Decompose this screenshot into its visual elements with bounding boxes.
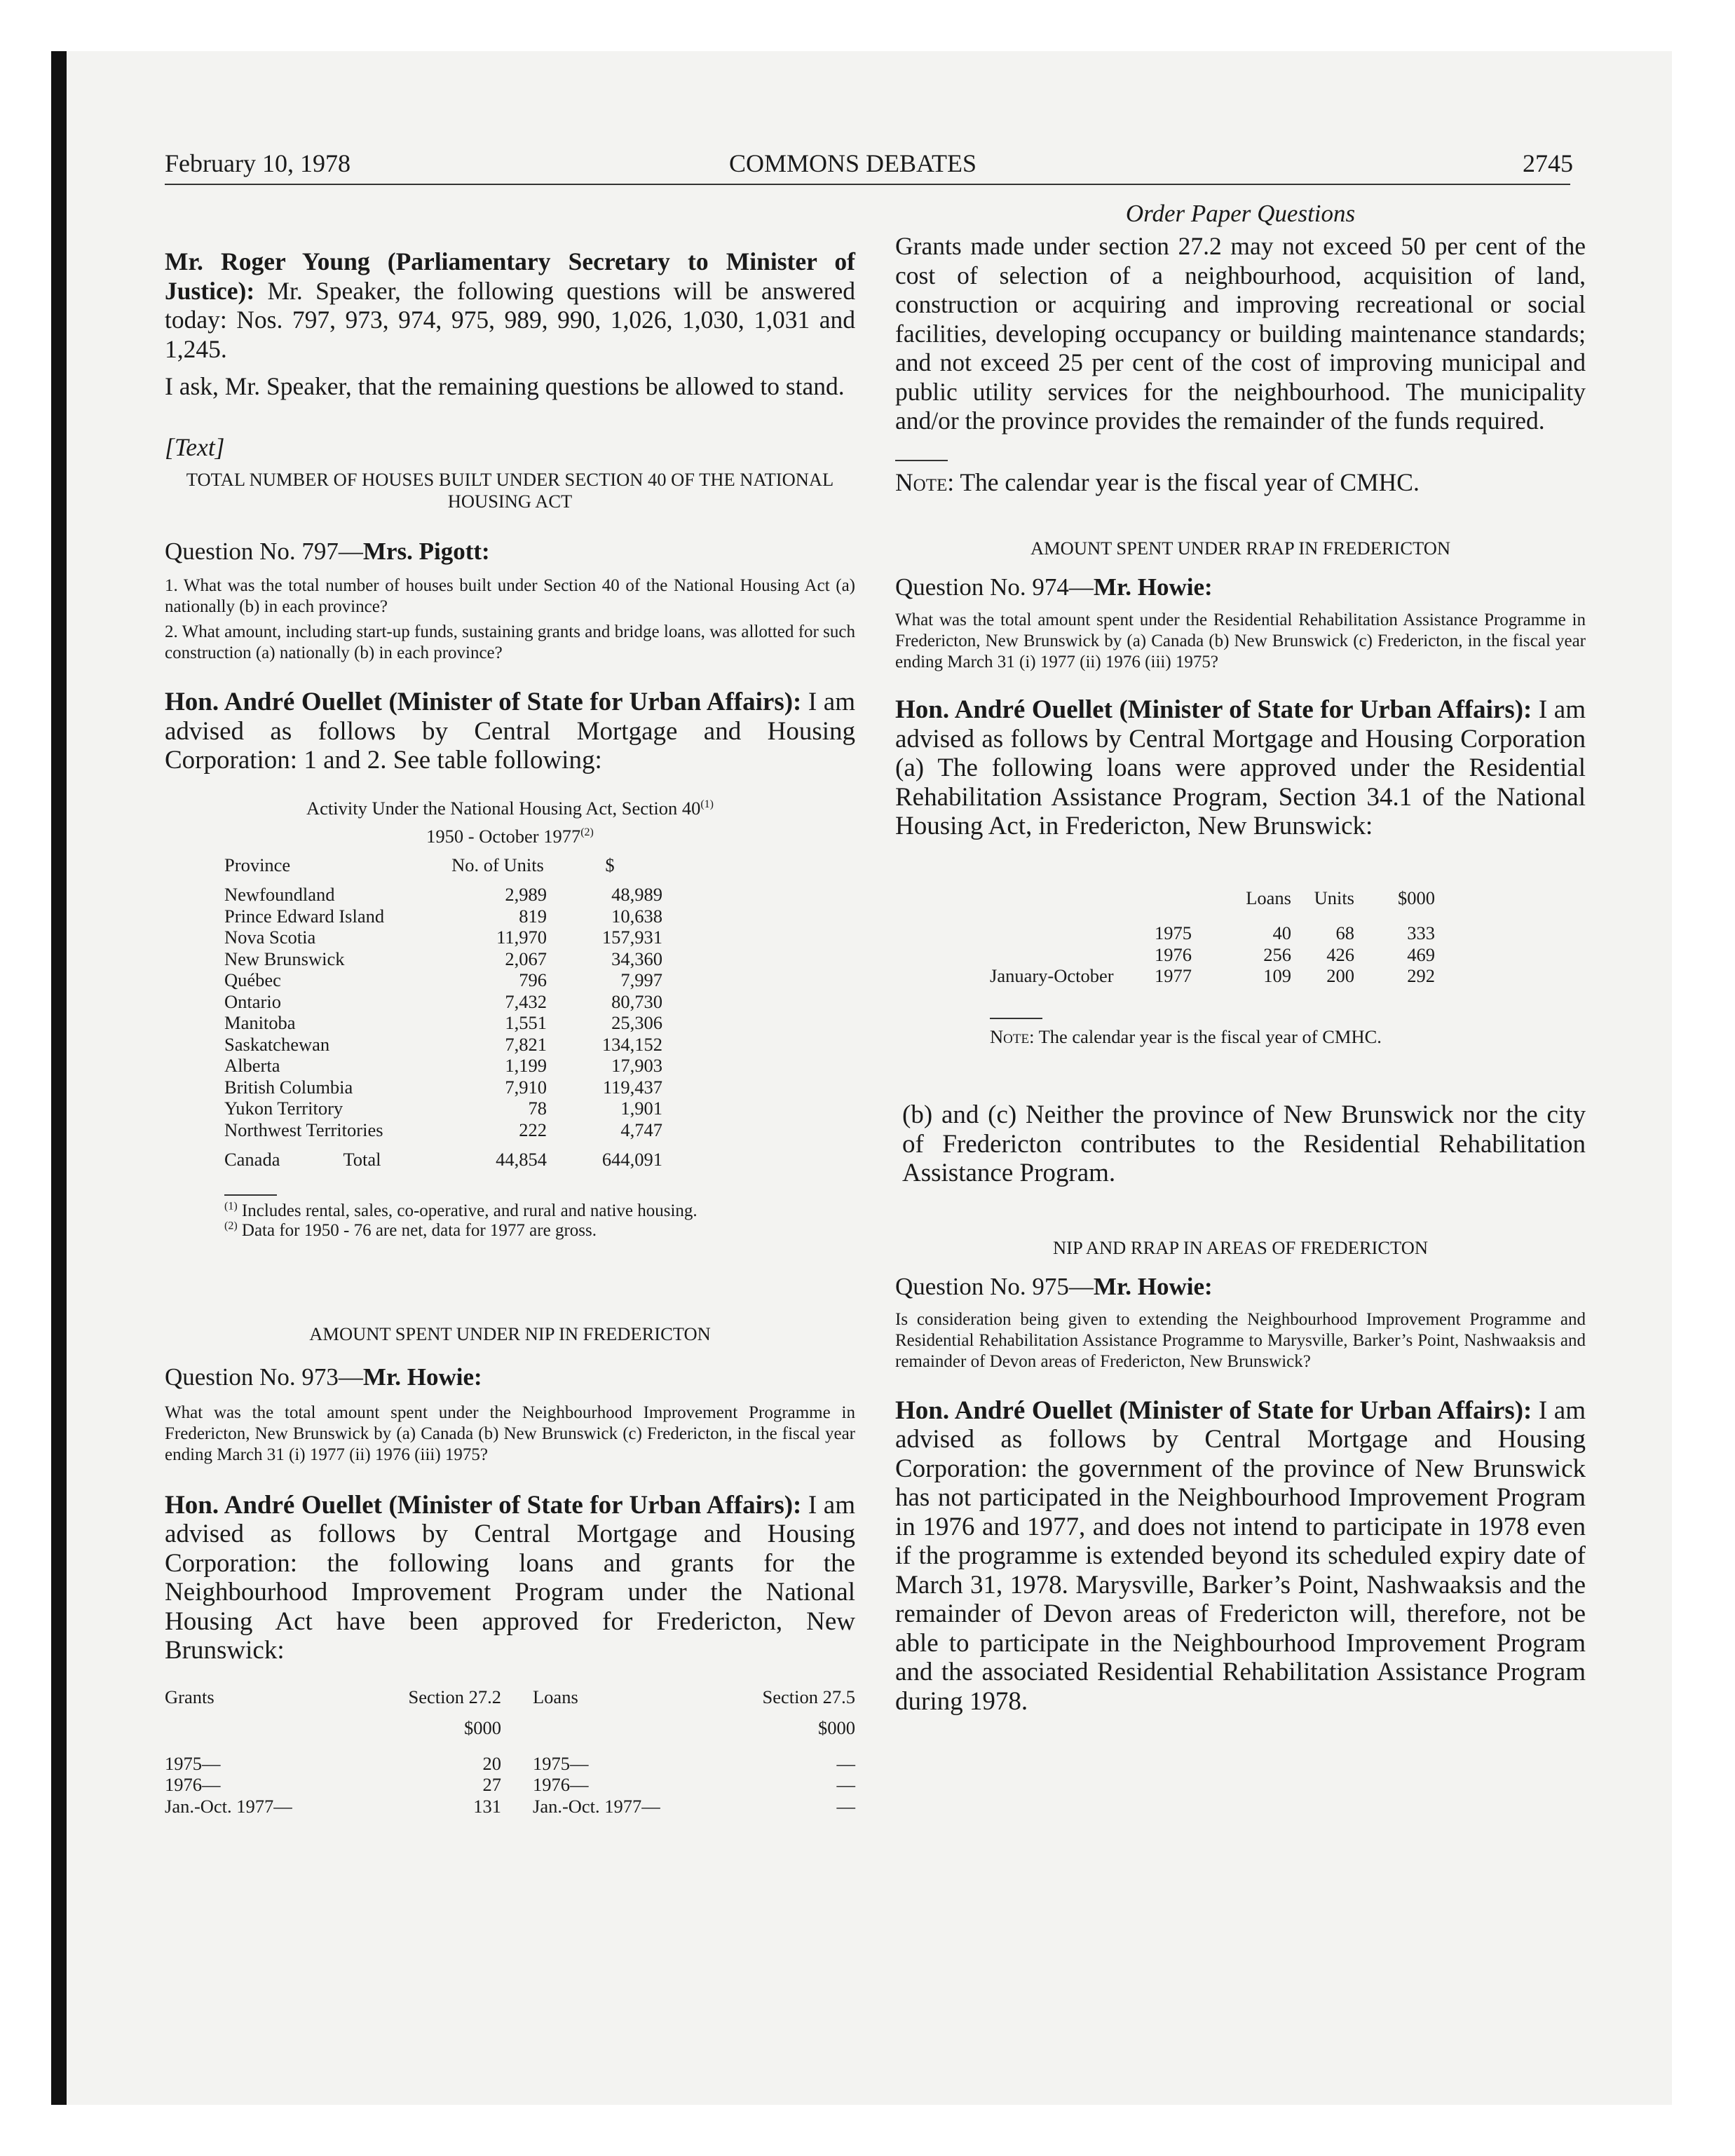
table3-header-loans: Loans	[1246, 887, 1291, 908]
table2-body	[165, 1753, 855, 1817]
table1-row	[224, 1119, 673, 1141]
table3-cell-units: 68	[1335, 922, 1354, 943]
header-page-number: 2745	[1523, 149, 1573, 177]
table1-cell-province: British Columbia	[224, 1076, 353, 1098]
answer-973: Hon. André Ouellet (Minister of State for Urban Affairs): I am advised as follows by Central Mortgage and Housing Corporation: the following loans and grants for the Neighbourhood Improvement Program under the National Housing Act have been approved for Fredericton, New Brunswick:	[165, 1490, 855, 1665]
table2-cell-g-val: 27	[482, 1774, 501, 1795]
grants-paragraph: Grants made under section 27.2 may not exceed 50 per cent of the cost of selection of a neighbourhood, acquisition of land, construction or acquiring and improving recreational or social facilities, developing occupancy or building maintenance standards; and not exceed 25 per cent of the cost of improving municipal and public utility services for the neighbourhood. The municipality and/or the province provides the remainder of the funds required.	[895, 232, 1586, 435]
table2-cell-l-val: —	[836, 1752, 855, 1774]
table2-loans-unit: $000	[818, 1717, 855, 1738]
table3-cell-units: 426	[1326, 943, 1354, 965]
table2-row	[165, 1753, 855, 1775]
table1-subtitle: 1950 - October 1977$^{(2)}$	[426, 826, 594, 847]
table1-cell-province: Newfoundland	[224, 884, 335, 905]
table3-cell-dollars: 292	[1407, 965, 1435, 986]
young-paragraph: Mr. Roger Young (Parliamentary Secretary to Minister of Justice): Mr. Speaker, the following questions will be answered today: Nos. 797, 973, 974, 975, 989, 990, 1,026, 1,030, 1,031 and 1,245.	[165, 247, 855, 363]
table1-cell-units: 7,821	[505, 1033, 547, 1055]
question-797-item-2: 2. What amount, including start-up funds, sustaining grants and bridge loans, was allotted for such construction (a) nationally (b) in each province?	[165, 622, 855, 662]
table1-total-label: Canada Total	[224, 1149, 381, 1170]
footnote-1: $^{(1)}$ Includes rental, sales, co-operative, and rural and native housing.	[224, 1200, 698, 1220]
table1-total-units: 44,854	[496, 1149, 547, 1170]
question-975-text: Is consideration being given to extending the Neighbourhood Improvement Programme and Residential Rehabilitation Assistance Programme to Marysville, Barker’s Point, Nashwaaksis and remainder of Devon areas of Fredericton, New Brunswick?	[895, 1309, 1586, 1371]
table1-row	[224, 969, 673, 991]
table2-cell-g-val: 20	[482, 1752, 501, 1774]
table3-body	[990, 922, 1435, 987]
table3	[990, 887, 1435, 987]
table1-body	[224, 884, 673, 1140]
footnote-2: $^{(2)}$ Data for 1950 - 76 are net, data for 1977 are gross.	[224, 1220, 597, 1240]
table3-header-dollars: $000	[1398, 887, 1435, 908]
table1-total-row	[224, 1140, 673, 1171]
table1-cell-province: Saskatchewan	[224, 1033, 330, 1055]
table1-cell-units: 2,989	[505, 884, 547, 905]
table3-cell-year: 1976	[1155, 943, 1192, 965]
answer-975: Hon. André Ouellet (Minister of State for Urban Affairs): I am advised as follows by Central Mortgage and Housing Corporation: the government of the province of New Brunswick has not participated in the Neighbourhood Improvement Program in 1976 and 1977, and does not intend to participate in 1978 even if the programme is extended beyond its scheduled expiry date of March 31, 1978. Marysville, Barker’s Point, Nashwaaksis and the remainder of Devon areas of Fredericton will, therefore, not be able to participate in the Neighbourhood Improvement Program and the associated Residential Rehabilitation Assistance Program during 1978.	[895, 1396, 1586, 1716]
table2-loans-section: Section 27.5	[762, 1686, 855, 1707]
table2-grants-section: Section 27.2	[408, 1686, 501, 1707]
table3-cell-period: January-October	[990, 965, 1114, 986]
table1-cell-dollars: 1,901	[620, 1098, 662, 1119]
table1-cell-units: 222	[519, 1119, 547, 1140]
table1-cell-dollars: 25,306	[611, 1012, 662, 1033]
table3-cell-loans: 40	[1272, 922, 1291, 943]
table1-header-row	[224, 854, 673, 885]
table1-row	[224, 948, 673, 970]
table1-cell-units: 11,970	[496, 927, 547, 948]
table1-row	[224, 1077, 673, 1098]
table3-cell-period	[990, 944, 1155, 966]
table3-cell-period	[990, 922, 1155, 944]
table1-cell-province: Alberta	[224, 1055, 280, 1076]
table3-cell-dollars: 333	[1407, 922, 1435, 943]
question-975-line: Question No. 975—Mr. Howie:	[895, 1272, 1213, 1300]
table1-cell-dollars: 134,152	[601, 1033, 662, 1055]
table1-cell-units: 1,199	[505, 1055, 547, 1076]
table1-row	[224, 884, 673, 906]
table1-cell-province: Québec	[224, 969, 281, 990]
table2-cell-g-year: 1975—	[165, 1752, 221, 1774]
table2	[165, 1686, 855, 1817]
table1-row	[224, 1055, 673, 1077]
table2-loans-label: Loans	[533, 1686, 578, 1707]
table3-row	[990, 965, 1435, 987]
table1-cell-units: 796	[519, 969, 547, 990]
section-heading-nip: AMOUNT SPENT UNDER NIP IN FREDERICTON	[309, 1323, 711, 1344]
table1-title: Activity Under the National Housing Act, Section 40$^{(1)}$	[306, 797, 714, 819]
header-date: February 10, 1978	[165, 149, 351, 177]
table3-row	[990, 944, 1435, 966]
table1-cell-units: 819	[519, 905, 547, 927]
table3-cell-loans: 256	[1263, 943, 1291, 965]
table1-cell-dollars: 7,997	[620, 969, 662, 990]
table1-cell-dollars: 119,437	[602, 1076, 662, 1098]
table1-cell-province: New Brunswick	[224, 948, 345, 969]
table2-cell-l-year: 1975—	[533, 1752, 589, 1774]
table1-row	[224, 906, 673, 927]
table1-total-dollars: 644,091	[601, 1149, 662, 1170]
answer-974: Hon. André Ouellet (Minister of State for Urban Affairs): I am advised as follows by Central Mortgage and Housing Corporation (a) The following loans were approved under the Residential Rehabilitation Assistance Program, Section 34.1 of the National Housing Act, in Fredericton, New Brunswick:	[895, 695, 1586, 840]
table1-row	[224, 927, 673, 948]
section-heading: TOTAL NUMBER OF HOUSES BUILT UNDER SECTION 40 OF THE NATIONAL HOUSING ACT	[186, 469, 834, 512]
table3-header-row	[990, 887, 1435, 923]
table1-cell-province: Northwest Territories	[224, 1119, 383, 1140]
table3-cell-year: 1975	[1155, 922, 1192, 943]
table2-grants-unit: $000	[464, 1717, 501, 1738]
section-heading-rrap: AMOUNT SPENT UNDER RRAP IN FREDERICTON	[1030, 538, 1451, 559]
table2-unit-row	[165, 1707, 855, 1753]
table1-cell-units: 1,551	[505, 1012, 547, 1033]
table1-cell-units: 7,910	[505, 1076, 547, 1098]
question-974-text: What was the total amount spent under the Residential Rehabilitation Assistance Programme in Fredericton, New Brunswick by (a) Canada (b) New Brunswick (c) Fredericton, in the fiscal year ending March 31 (i) 1977 (ii) 1976 (iii) 1975?	[895, 610, 1586, 671]
header-rule	[165, 184, 1570, 185]
answer-797: Hon. André Ouellet (Minister of State for Urban Affairs): I am advised as follows by Central Mortgage and Housing Corporation: 1 and 2. See table following:	[165, 688, 855, 775]
table1-header-dollars: $	[605, 854, 615, 875]
table1-cell-dollars: 4,747	[620, 1119, 662, 1140]
table2-cell-l-year: Jan.-Oct. 1977—	[533, 1795, 660, 1817]
table2-row	[165, 1796, 855, 1817]
section-title: Order Paper Questions	[1125, 200, 1356, 227]
table1-cell-province: Prince Edward Island	[224, 905, 385, 927]
note-rule	[895, 460, 948, 461]
table3-cell-loans: 109	[1263, 965, 1291, 986]
table2-grants-label: Grants	[165, 1686, 215, 1707]
table1-header-province: Province	[224, 854, 291, 875]
table3-note-rule	[990, 1018, 1042, 1019]
table2-cell-g-year: 1976—	[165, 1774, 221, 1795]
table3-note: Note: The calendar year is the fiscal year of CMHC.	[990, 1025, 1382, 1047]
table1-cell-units: 78	[528, 1098, 547, 1119]
table1-cell-province: Ontario	[224, 990, 281, 1012]
table1-row	[224, 1034, 673, 1056]
question-974-line: Question No. 974—Mr. Howie:	[895, 573, 1213, 601]
header-publication: COMMONS DEBATES	[729, 149, 977, 177]
question-973-line: Question No. 973—Mr. Howie:	[165, 1363, 482, 1391]
table2-cell-g-year: Jan.-Oct. 1977—	[165, 1795, 292, 1817]
scan-edge-bar	[51, 51, 67, 2105]
table1-row	[224, 1098, 673, 1119]
cmhc-note: Note: The calendar year is the fiscal year of CMHC.	[895, 468, 1420, 496]
table1-cell-units: 7,432	[505, 990, 547, 1012]
question-797-line: Question No. 797—Mrs. Pigott:	[165, 538, 490, 565]
table1-cell-dollars: 34,360	[611, 948, 662, 969]
table2-row	[165, 1774, 855, 1796]
table1-cell-dollars: 10,638	[611, 905, 662, 927]
table1-cell-province: Yukon Territory	[224, 1098, 343, 1119]
table2-cell-l-val: —	[836, 1774, 855, 1795]
table2-cell-l-year: 1976—	[533, 1774, 589, 1795]
right-column	[895, 200, 1586, 1716]
table1-cell-province: Nova Scotia	[224, 927, 316, 948]
young-paragraph-2: I ask, Mr. Speaker, that the remaining questions be allowed to stand.	[165, 372, 845, 400]
table3-row	[990, 922, 1435, 944]
table1-cell-dollars: 48,989	[611, 884, 662, 905]
table1-cell-province: Manitoba	[224, 1012, 296, 1033]
speaker-name: Mr. Roger Young (Parliamentary Secretary to Minister of Justice):	[165, 247, 855, 305]
table2-cell-l-val: —	[836, 1795, 855, 1817]
question-973-text: What was the total amount spent under the Neighbourhood Improvement Programme in Fredericton, New Brunswick by (a) Canada (b) New Brunswick (c) Fredericton, in the fiscal year ending March 31 (i) 1977 (ii) 1976 (iii) 1975?	[165, 1403, 855, 1464]
table3-cell-dollars: 469	[1407, 943, 1435, 965]
footnote-rule	[224, 1194, 277, 1196]
table1-cell-dollars: 17,903	[611, 1055, 662, 1076]
table3-cell-units: 200	[1326, 965, 1354, 986]
table2-header-row	[165, 1686, 855, 1708]
table2-cell-g-val: 131	[473, 1795, 501, 1817]
answer-974-bc: (b) and (c) Neither the province of New Brunswick nor the city of Fredericton contributes to the Residential Rehabilitation Assistance Program.	[902, 1100, 1586, 1187]
table3-header-units: Units	[1314, 887, 1354, 908]
table1-cell-dollars: 80,730	[611, 990, 662, 1012]
table1-row	[224, 1012, 673, 1034]
table1-cell-dollars: 157,931	[601, 927, 662, 948]
left-column	[165, 200, 855, 1817]
table1-header-units: No. of Units	[451, 854, 544, 875]
table1-cell-units: 2,067	[505, 948, 547, 969]
table3-cell-year: 1977	[1155, 965, 1192, 986]
table1-row	[224, 991, 673, 1013]
question-797-item-1: 1. What was the total number of houses built under Section 40 of the National Housing Act (a) nationally (b) in each province?	[165, 576, 855, 616]
table1	[224, 854, 673, 1171]
text-marker: [Text]	[165, 432, 225, 461]
section-heading-nip-rrap: NIP AND RRAP IN AREAS OF FREDERICTON	[1053, 1236, 1428, 1258]
